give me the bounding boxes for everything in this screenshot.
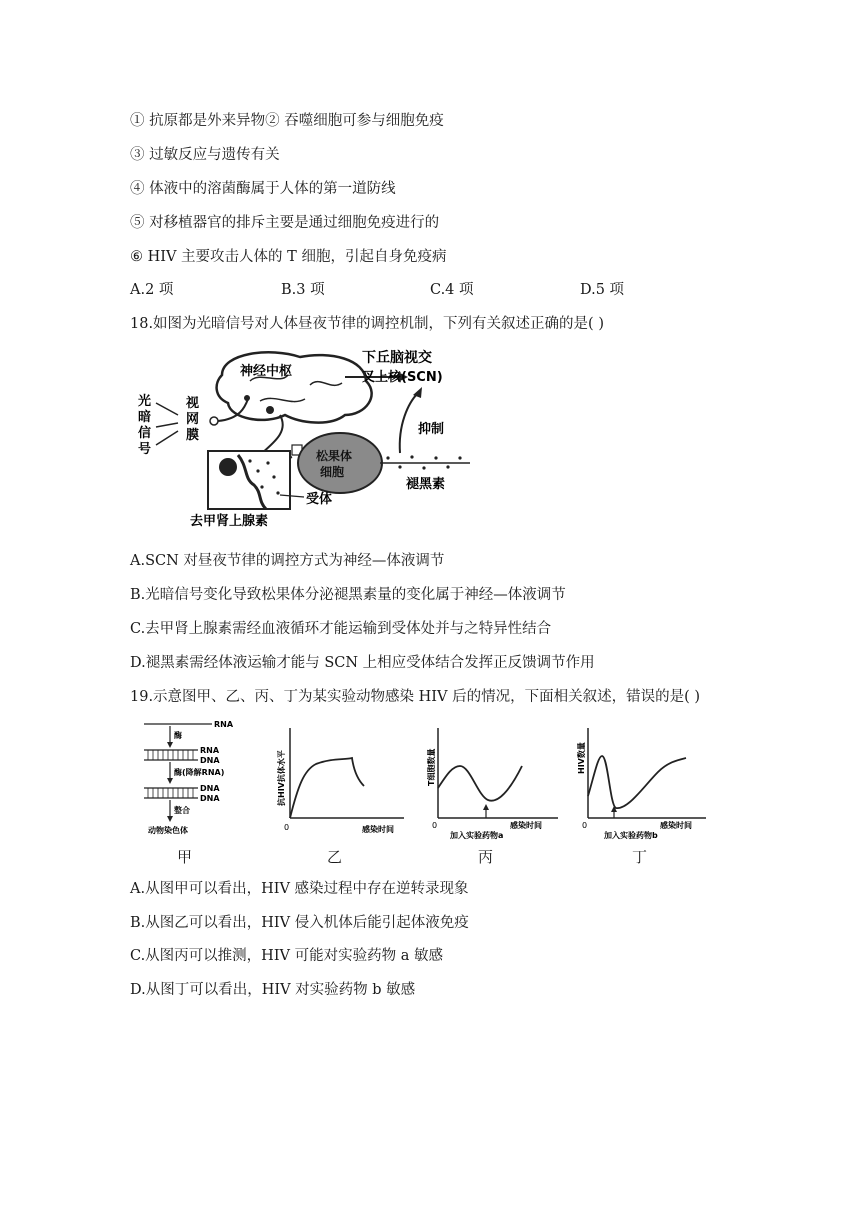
statement-5: ⑤ 对移植器官的排斥主要是通过细胞免疫进行的 bbox=[130, 215, 440, 231]
ding-curve bbox=[588, 756, 686, 808]
caption-yi: 乙 bbox=[327, 848, 343, 866]
q17-option-c[interactable]: C.4 项 bbox=[430, 282, 474, 298]
retina-2: 网 bbox=[186, 412, 200, 427]
yi-curve bbox=[290, 758, 364, 818]
statement-3: ③ 过敏反应与遗传有关 bbox=[130, 147, 280, 163]
q18-option-d[interactable]: D.褪黑素需经体液运输才能与 SCN 上相应受体结合发挥正反馈调节作用 bbox=[130, 655, 595, 671]
bing-origin: 0 bbox=[432, 821, 438, 830]
light-signal-3: 信 bbox=[138, 426, 152, 441]
yi-origin: 0 bbox=[284, 823, 290, 832]
jia-dna-label: DNA bbox=[200, 756, 220, 765]
q19-option-b[interactable]: B.从图乙可以看出，HIV 侵入机体后能引起体液免疫 bbox=[130, 915, 469, 931]
light-signal-1: 光 bbox=[138, 394, 152, 409]
caption-jia: 甲 bbox=[177, 848, 193, 866]
melatonin-label: 褪黑素 bbox=[406, 477, 446, 492]
q18-stem: 18.如图为光暗信号对人体昼夜节律的调控机制，下列有关叙述正确的是( ) bbox=[130, 316, 604, 332]
jia-enzyme-degrade-label: 酶(降解RNA) bbox=[174, 768, 225, 777]
light-signal-2: 暗 bbox=[138, 410, 152, 425]
q18-option-c[interactable]: C.去甲肾上腺素需经血液循环才能运输到受体处并与之特异性结合 bbox=[130, 621, 552, 637]
center-label: 神经中枢 bbox=[240, 364, 293, 379]
q18-option-a[interactable]: A.SCN 对昼夜节律的调控方式为神经—体液调节 bbox=[130, 553, 445, 569]
statement-6: ⑥ HIV 主要攻击人体的 T 细胞，引起自身免疫病 bbox=[130, 249, 447, 265]
yi-xlabel: 感染时间 bbox=[362, 825, 394, 834]
retina-1: 视 bbox=[186, 396, 200, 411]
jia-chromosome-label: 动物染色体 bbox=[148, 826, 188, 835]
bing-xlabel: 感染时间 bbox=[510, 821, 542, 830]
bing-note: 加入实验药物a bbox=[450, 831, 504, 840]
figure-ding bbox=[574, 726, 714, 842]
q19-option-d[interactable]: D.从图丁可以看出，HIV 对实验药物 b 敏感 bbox=[130, 982, 416, 998]
scn-label-1: 下丘脑视交 bbox=[362, 350, 432, 366]
pineal-label-2: 细胞 bbox=[320, 465, 345, 479]
scn-label-2: 叉上核(SCN) bbox=[362, 370, 443, 385]
inhibit-arrow bbox=[400, 393, 418, 453]
figure-yi bbox=[272, 726, 412, 838]
ding-ylabel: HIV数量 bbox=[577, 742, 586, 774]
statement-4: ④ 体液中的溶菌酶属于人体的第一道防线 bbox=[130, 181, 396, 197]
q17-option-b[interactable]: B.3 项 bbox=[281, 282, 325, 298]
inhibit-label: 抑制 bbox=[418, 422, 445, 437]
jia-dna3-label: DNA bbox=[200, 794, 220, 803]
ding-note: 加入实验药物b bbox=[604, 831, 658, 840]
jia-rna-label: RNA bbox=[214, 720, 234, 729]
statement-1: ① 抗原都是外来异物② 吞噬细胞可参与细胞免疫 bbox=[130, 113, 444, 129]
figure-bing bbox=[426, 726, 566, 842]
jia-dna2-label: DNA bbox=[200, 784, 220, 793]
figure-jia bbox=[140, 716, 260, 836]
pineal-gland bbox=[298, 433, 382, 493]
bing-ylabel: T细胞数量 bbox=[427, 748, 436, 786]
q19-option-c[interactable]: C.从图丙可以推测，HIV 可能对实验药物 a 敏感 bbox=[130, 948, 444, 964]
caption-bing: 丙 bbox=[478, 848, 494, 866]
light-signal-4: 号 bbox=[138, 442, 152, 457]
q19-stem: 19.示意图甲、乙、丙、丁为某实验动物感染 HIV 后的情况，下面相关叙述，错误的是( ) bbox=[130, 689, 701, 705]
jia-rna2-label: RNA bbox=[200, 746, 220, 755]
pineal-label-1: 松果体 bbox=[316, 449, 353, 463]
receptor-label: 受体 bbox=[306, 492, 333, 507]
circadian-diagram bbox=[130, 345, 480, 535]
jia-integrate-label: 整合 bbox=[174, 806, 190, 815]
yi-ylabel: 抗HIV抗体水平 bbox=[277, 750, 286, 806]
q17-option-d[interactable]: D.5 项 bbox=[580, 282, 625, 298]
caption-ding: 丁 bbox=[632, 848, 648, 866]
ding-origin: 0 bbox=[582, 821, 588, 830]
bing-curve bbox=[438, 766, 522, 801]
jia-enzyme-label: 酶 bbox=[174, 731, 182, 740]
q18-option-b[interactable]: B.光暗信号变化导致松果体分泌褪黑素量的变化属于神经—体液调节 bbox=[130, 587, 566, 603]
norepinephrine-label: 去甲肾上腺素 bbox=[190, 514, 269, 529]
ding-xlabel: 感染时间 bbox=[660, 821, 692, 830]
q19-option-a[interactable]: A.从图甲可以看出，HIV 感染过程中存在逆转录现象 bbox=[130, 881, 469, 897]
q17-option-a[interactable]: A.2 项 bbox=[130, 282, 174, 298]
retina-3: 膜 bbox=[186, 428, 200, 443]
